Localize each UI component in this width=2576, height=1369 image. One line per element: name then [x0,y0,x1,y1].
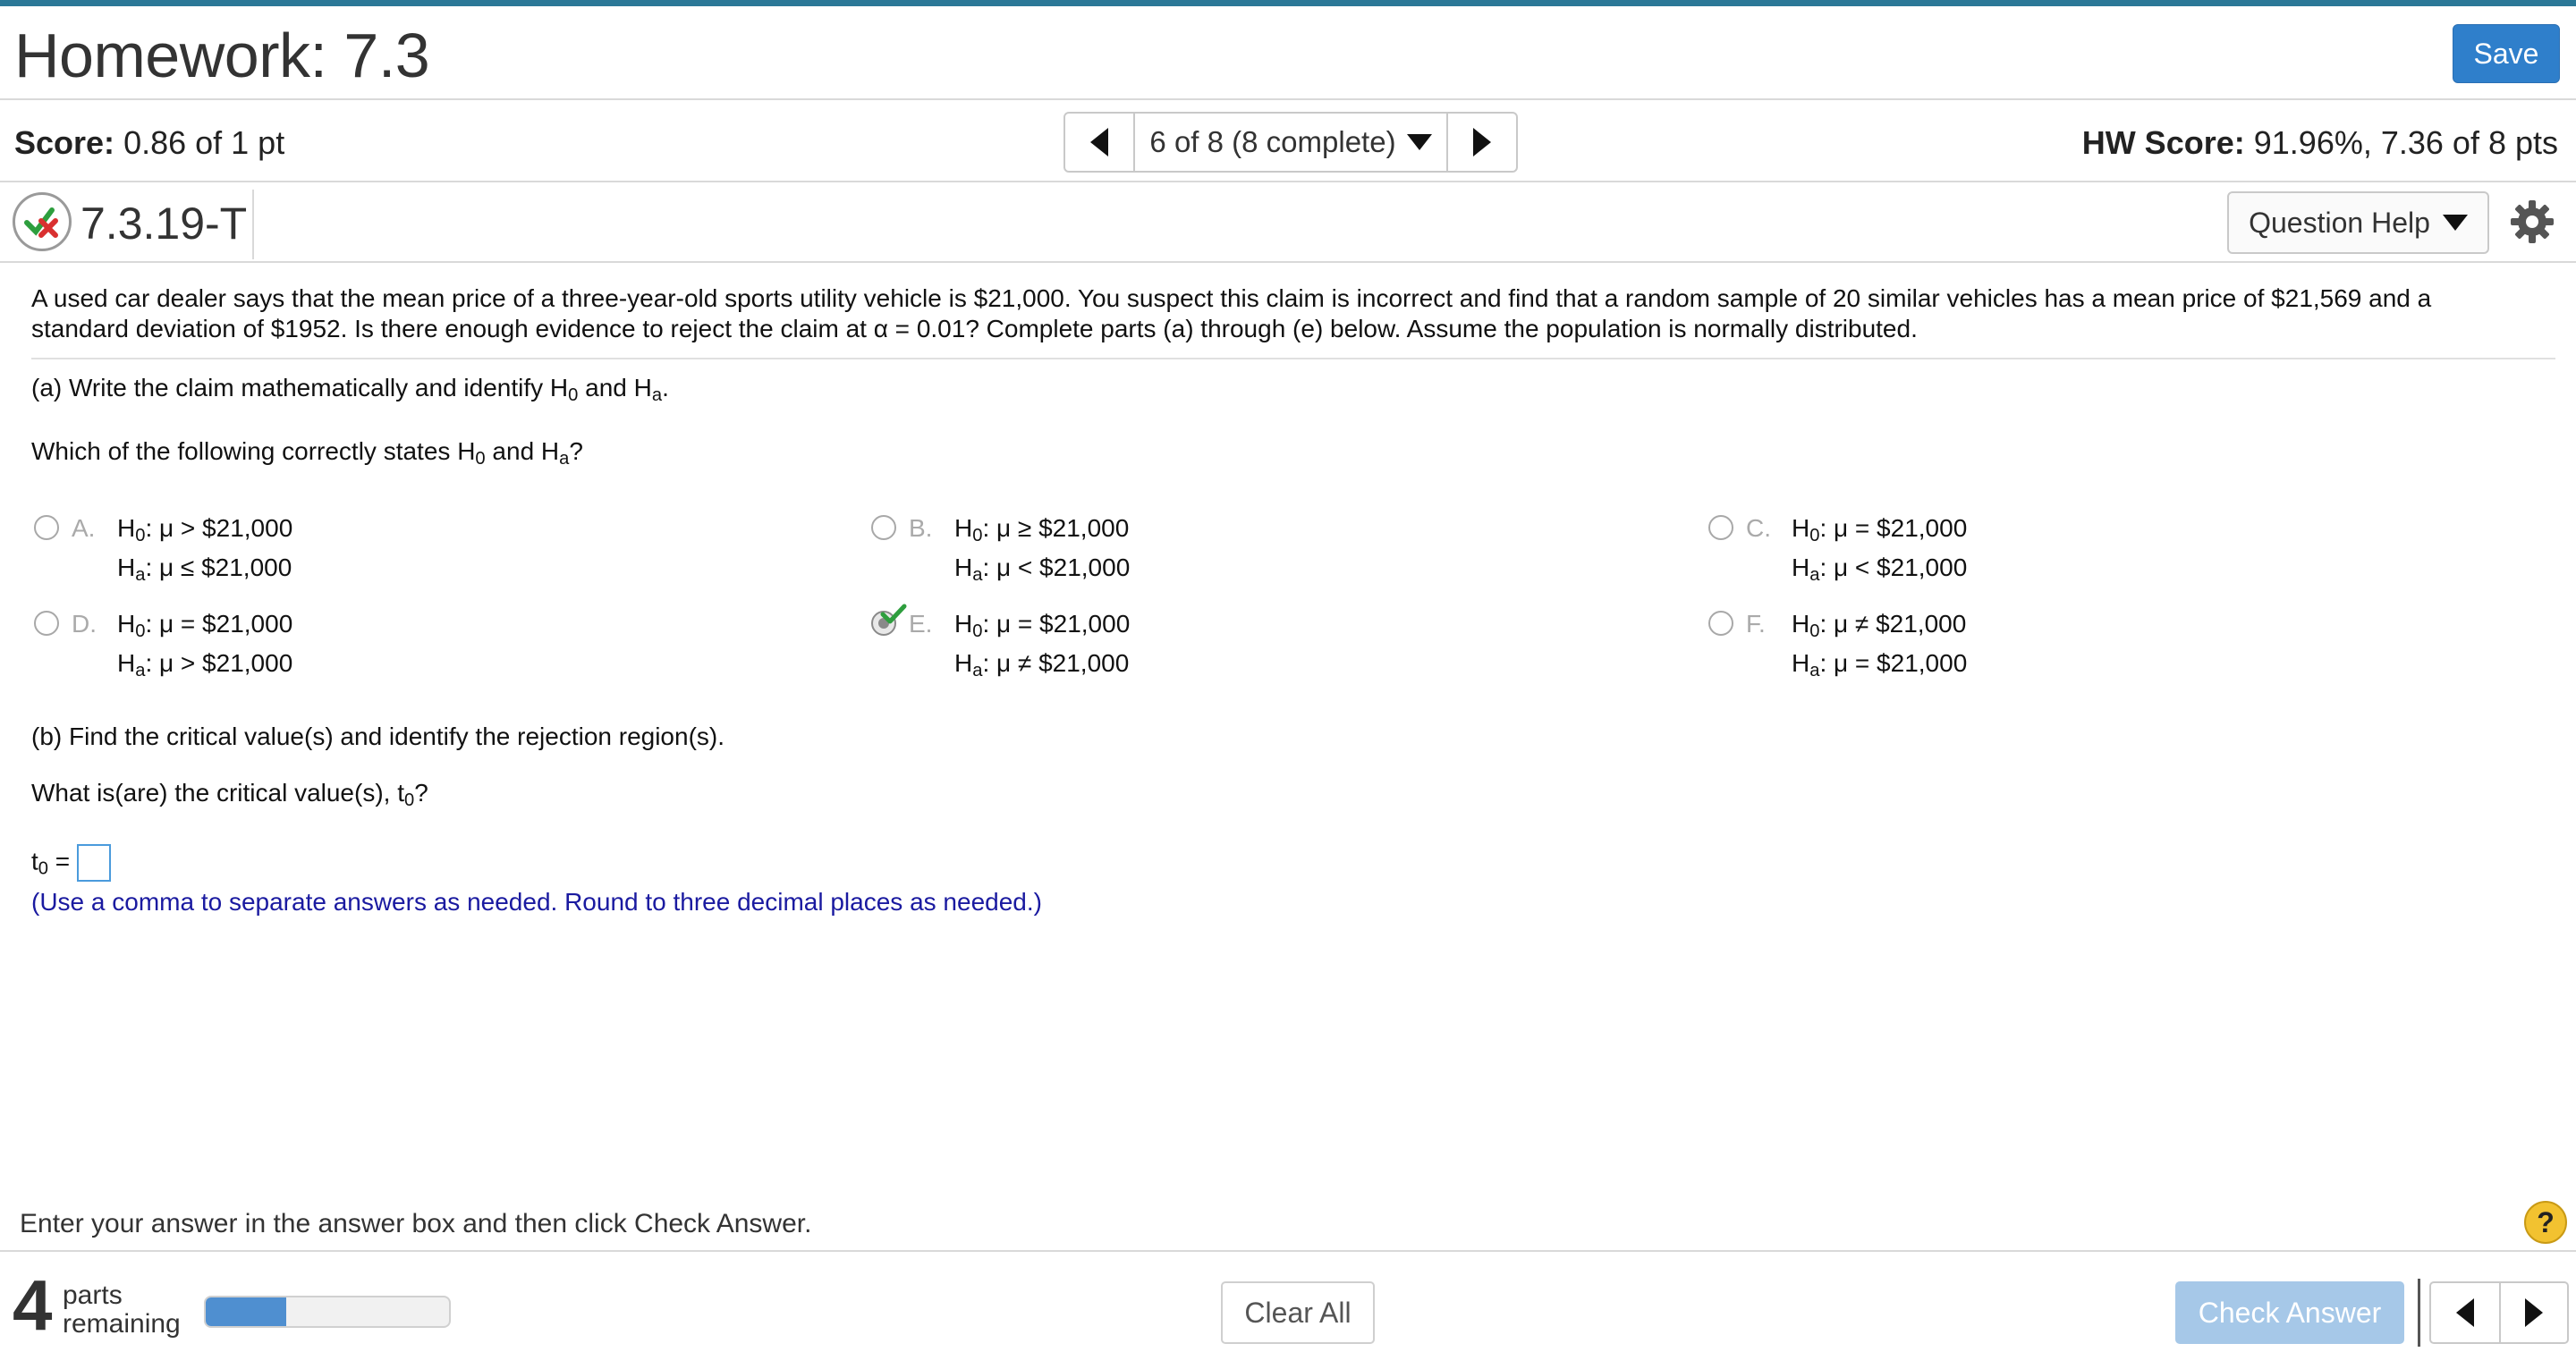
chevron-down-icon [1407,134,1432,150]
option-c-letter: C. [1746,514,1771,542]
arrow-left-icon [1090,128,1108,156]
next-question-button[interactable] [1448,114,1516,171]
critical-value-input[interactable] [77,844,111,882]
parts-progress-bar [204,1296,451,1328]
part-a-prompt: (a) Write the claim mathematically and identify $H_0$ and $H_a$. [31,374,669,406]
divider [31,358,2555,359]
divider [2418,1279,2420,1347]
check-icon [880,603,907,626]
arrow-right-icon [1473,128,1491,156]
question-progress-label: 6 of 8 (8 complete) [1149,125,1396,158]
option-b-ha[interactable]: $H_a$: μ < $21,000 [954,554,1131,586]
parts-progress-fill [206,1297,286,1326]
divider [252,190,254,259]
option-d-letter: D. [72,610,97,638]
hw-score-display [2082,124,2558,162]
option-f-h0[interactable]: $H_0$: μ ≠ $21,000 [1792,610,1967,642]
save-button[interactable]: Save [2453,24,2560,83]
option-b-radio[interactable] [871,515,896,540]
divider [0,1250,2576,1252]
bottom-next-button[interactable] [2499,1283,2567,1342]
question-id: 7.3.19-T [80,199,248,249]
parts-remaining-count: 4 [13,1265,53,1345]
option-a-h0[interactable]: $H_0$: μ > $21,000 [117,514,293,546]
previous-question-button[interactable] [1065,114,1133,171]
option-f-radio[interactable] [1708,611,1733,636]
top-accent-bar [0,0,2576,6]
question-selector[interactable] [1133,114,1448,171]
hw-score-value: 91.96%, 7.36 of 8 pts [2253,124,2558,161]
gear-icon[interactable] [2509,199,2555,245]
option-c-h0[interactable]: $H_0$: μ = $21,000 [1792,514,1968,546]
problem-statement: A used car dealer says that the mean price of a three-year-old sports utility vehicle is $21,000. You suspect this claim is incorrect and find that a random sample of 20 similar vehicles has a mean price of $21,569 and a standard deviation of $1952. Is there enough evidence to reject the claim at α = 0.01? Complete parts (a) through (e) below. Assume the population is normally distributed. [31,284,2432,342]
hw-score-label: HW Score: [2081,124,2245,161]
option-e-letter: E. [909,610,933,638]
option-a-radio[interactable] [34,515,59,540]
option-a-letter: A. [72,514,96,542]
option-b-h0[interactable]: $H_0$: μ ≥ $21,000 [954,514,1130,546]
question-navigator [1063,112,1518,173]
option-c-ha[interactable]: $H_a$: μ < $21,000 [1792,554,1968,586]
arrow-left-icon [2456,1298,2474,1327]
option-c-radio[interactable] [1708,515,1733,540]
divider [0,261,2576,263]
clear-all-button[interactable]: Clear All [1221,1281,1375,1344]
option-d-ha[interactable]: $H_a$: μ > $21,000 [117,649,293,681]
arrow-right-icon [2525,1298,2543,1327]
option-d-h0[interactable]: $H_0$: μ = $21,000 [117,610,293,642]
option-e-ha[interactable]: $H_a$: μ ≠ $21,000 [954,649,1130,681]
chevron-down-icon [2443,215,2468,231]
option-d-radio[interactable] [34,611,59,636]
part-a-question: Which of the following correctly states $H_0$ and $H_a$? [31,437,583,469]
question-help-label: Question Help [2249,206,2430,239]
score-label: Score: [14,124,115,161]
score-display [14,124,284,162]
part-b-question: What is(are) the critical value(s), $t_0$? [31,779,428,811]
bottom-question-navigator [2429,1281,2569,1344]
option-f-ha[interactable]: $H_a$: μ = $21,000 [1792,649,1968,681]
page-title: Homework: 7.3 [14,21,430,90]
help-icon[interactable]: ? [2524,1201,2567,1244]
part-b-prompt: (b) Find the critical value(s) and identify the rejection region(s). [31,723,725,750]
bottom-previous-button[interactable] [2431,1283,2499,1342]
score-value: 0.86 of 1 pt [123,124,285,161]
option-e-h0[interactable]: $H_0$: μ = $21,000 [954,610,1131,642]
status-partial-icon [13,192,72,251]
option-a-ha[interactable]: $H_a$: μ ≤ $21,000 [117,554,292,586]
option-b-letter: B. [909,514,933,542]
instruction-text: Enter your answer in the answer box and then click Check Answer. [20,1209,812,1238]
check-answer-button[interactable]: Check Answer [2175,1281,2404,1344]
critical-value-row: $t_0$ = [31,844,111,882]
answer-format-note: (Use a comma to separate answers as needed. Round to three decimal places as needed.) [31,888,1042,916]
parts-remaining-label: parts remaining [63,1280,181,1339]
divider [0,181,2576,182]
question-help-button[interactable] [2227,191,2489,254]
divider [0,98,2576,100]
option-f-letter: F. [1746,610,1766,638]
